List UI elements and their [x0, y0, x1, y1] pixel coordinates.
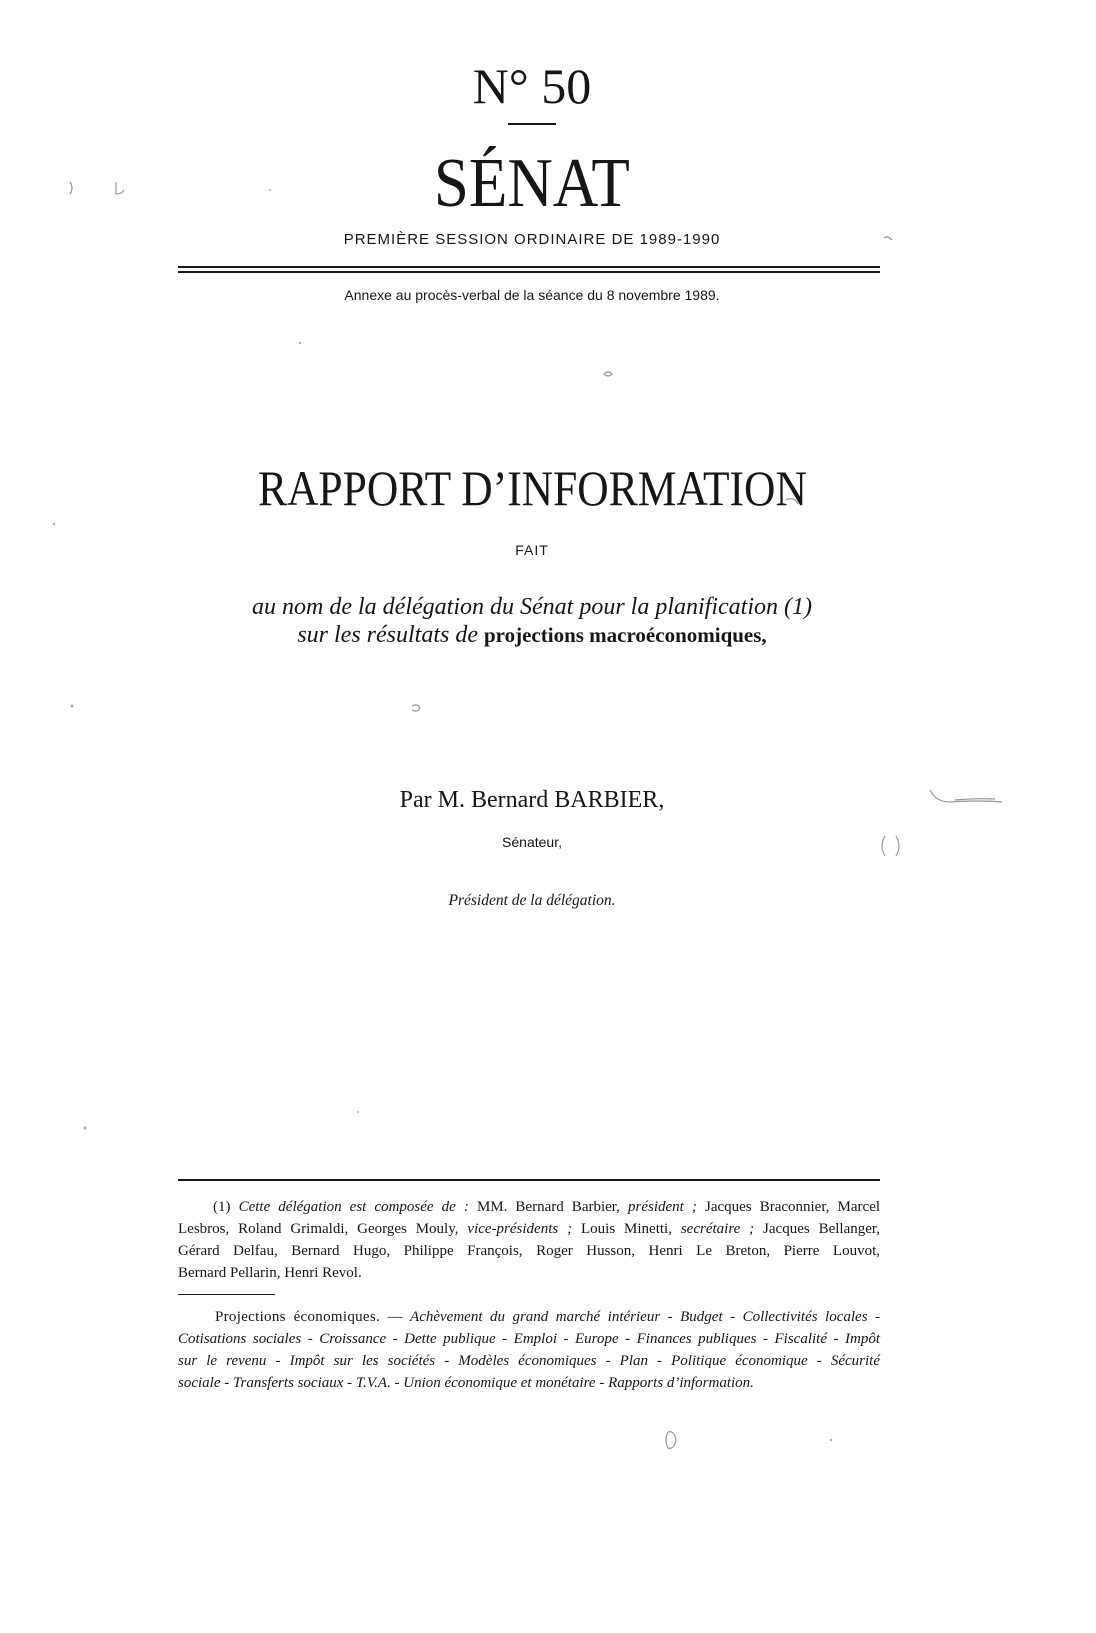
session-line: PREMIÈRE SESSION ORDINAIRE DE 1989-1990 [343, 231, 721, 248]
keywords-heading: Projections économiques. [215, 1309, 381, 1325]
scan-speck [53, 523, 55, 525]
report-title-text: RAPPORT D’INFORMATION [257, 460, 807, 516]
scan-speck [71, 705, 74, 708]
keywords-text: Cotisations sociales - Croissance - Dette publique - Emploi - Europe - Finances publiques - Fiscalité - Impôt [178, 1331, 880, 1347]
header-rule-top [178, 266, 880, 268]
annex-line: Annexe au procès-verbal de la séance du 8 novembre 1989. [344, 287, 720, 303]
author-role: Président de la délégation. [448, 892, 616, 909]
fait-label: FAIT [515, 542, 549, 558]
footnote-text: Jacques Bellanger, [763, 1221, 881, 1237]
keywords-text: sur le revenu - Impôt sur les sociétés - Modèles économiques - Plan - Politique économique - Sécurité [178, 1353, 880, 1369]
keywords-line [178, 1350, 880, 1372]
document-number-value: 50 [541, 58, 592, 114]
footnote-italic-text: vice-présidents ; [467, 1221, 573, 1237]
footnote [178, 1196, 880, 1284]
keywords [178, 1306, 880, 1394]
number-underline [508, 123, 556, 125]
footnote-line [178, 1218, 880, 1240]
footnote-text: Bernard Pellarin, Henri Revol. [178, 1265, 362, 1281]
keywords-text: Achèvement du grand marché intérieur - Budget - Collectivités locales - [410, 1309, 881, 1325]
chamber-name: SÉNAT [433, 145, 631, 222]
document-number [0, 58, 1064, 114]
header-rule-bottom [178, 271, 880, 273]
footnote-text: Jacques Braconnier, Marcel [704, 1199, 881, 1215]
scan-speck [412, 705, 420, 711]
keywords-text: sociale - Transferts sociaux - T.V.A. - Union économique et monétaire - Rapports d’information. [178, 1375, 754, 1391]
author-line: Par M. Bernard BARBIER, [399, 787, 665, 813]
scan-speck [666, 1432, 676, 1449]
document-number-prefix: N° [472, 58, 529, 114]
scan-speck [604, 372, 612, 376]
footnote-italic-text: secrétaire ; [680, 1221, 755, 1237]
subtitle-line-2 [0, 623, 1064, 647]
keywords-line [178, 1306, 880, 1328]
subtitle-bold-part: projections macroéconomiques, [483, 623, 767, 647]
chamber-heading [0, 145, 1064, 222]
scan-speck [299, 342, 301, 344]
footnote-text: Lesbros, Roland Grimaldi, Georges Mouly, [178, 1221, 459, 1237]
footnote-line [178, 1196, 880, 1218]
keywords-line [178, 1328, 880, 1350]
footnote-line [178, 1262, 880, 1284]
scan-speck [357, 1111, 359, 1113]
author-title: Sénateur, [502, 834, 562, 850]
footnote-rule [178, 1179, 880, 1181]
report-title [0, 460, 1064, 516]
footnote-marker: (1) [213, 1199, 231, 1215]
keywords-dash: — [387, 1309, 403, 1325]
keywords-line [178, 1372, 880, 1394]
scan-speck [84, 1127, 87, 1130]
scan-speck [830, 1439, 832, 1441]
footnote-line [178, 1240, 880, 1262]
footnote-text: Louis Minetti, [580, 1221, 672, 1237]
keywords-rule [178, 1294, 275, 1295]
footnote-italic-text: Cette délégation est composée de : [238, 1199, 469, 1215]
subtitle-italic-part: sur les résultats de [297, 622, 478, 648]
subtitle-line-1: au nom de la délégation du Sénat pour la planification (1) [252, 594, 812, 620]
footnote-text: MM. Bernard Barbier, [476, 1199, 620, 1215]
footnote-text: Gérard Delfau, Bernard Hugo, Philippe François, Roger Husson, Henri Le Breton, Pierre Louvot, [178, 1243, 880, 1259]
footnote-italic-text: président ; [628, 1199, 697, 1215]
